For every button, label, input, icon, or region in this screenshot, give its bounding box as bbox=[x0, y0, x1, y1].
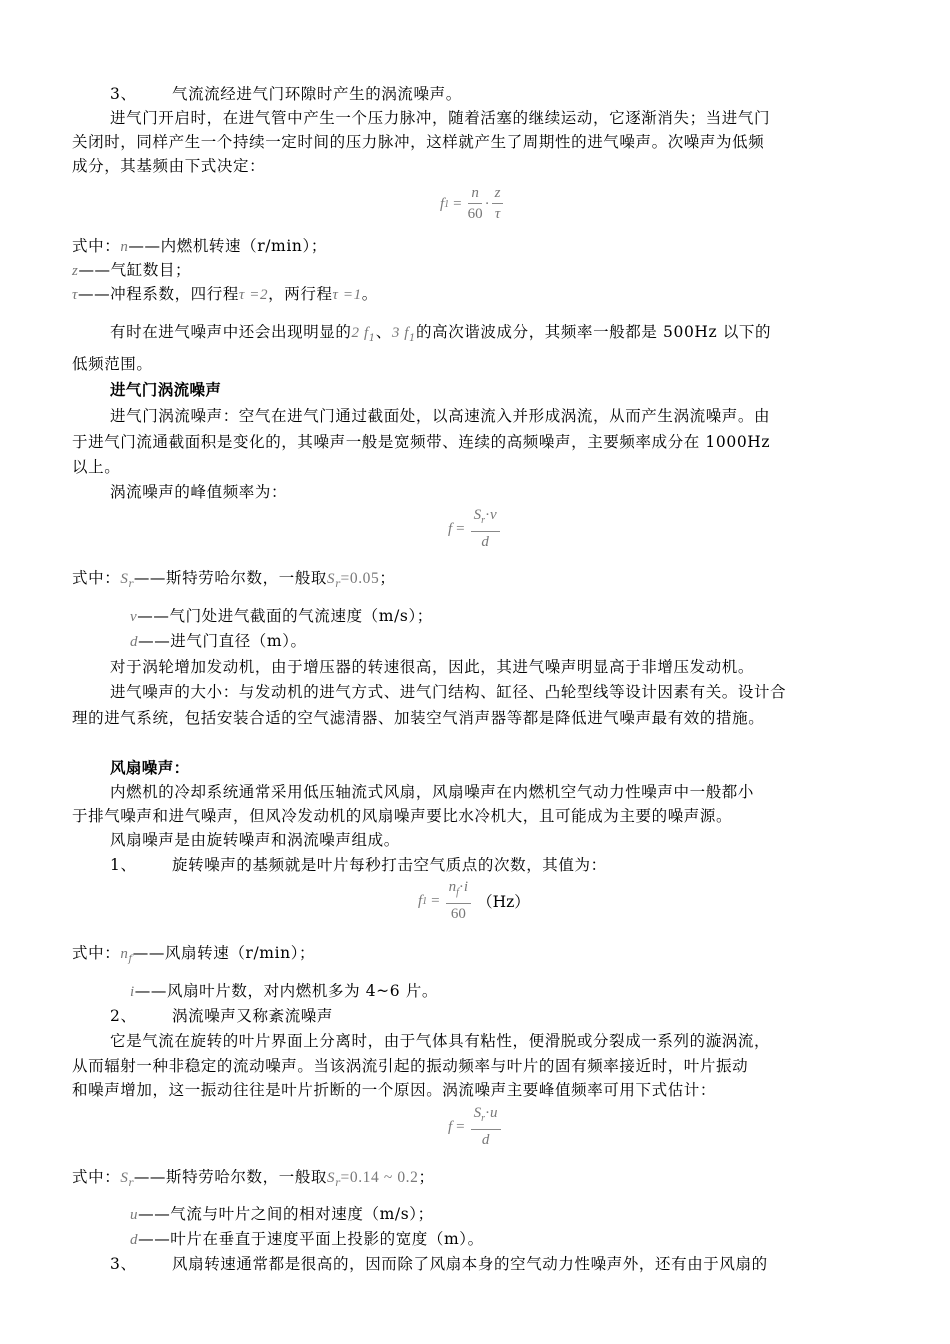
paragraph-line: 于进气门流通截面积是变化的，其噪声一般是宽频带、连续的高频噪声，主要频率成分在 1000Hz bbox=[72, 433, 771, 451]
where-line: 式中：$n_f——$风扇转速（r/min）； bbox=[72, 944, 316, 965]
where-line: d——进气门直径（m）。 bbox=[130, 632, 307, 650]
section-heading: 进气门涡流噪声 bbox=[110, 380, 222, 399]
paragraph-line: 涡流噪声的峰值频率为： bbox=[110, 483, 288, 501]
paragraph-line: 和噪声增加，这一振动往往是叶片折断的一个原因。涡流噪声主要峰值频率可用下式估计： bbox=[72, 1081, 717, 1099]
list-text: 涡流噪声又称紊流噪声 bbox=[172, 1007, 334, 1025]
paragraph-line: 于排气噪声和进气噪声，但风冷发动机的风扇噪声要比水冷机大，且可能成为主要的噪声源。 bbox=[72, 807, 733, 825]
paragraph-line: 进气噪声的大小：与发动机的进气方式、进气门结构、缸径、凸轮型线等设计因素有关。设计合 bbox=[110, 683, 787, 701]
where-line: i——风扇叶片数，对内燃机多为 4~6 片。 bbox=[130, 982, 438, 1000]
section-heading: 风扇噪声： bbox=[110, 758, 190, 777]
where-line: v——气门处进气截面的气流速度（m/s）； bbox=[130, 607, 433, 625]
list-text: 气流流经进气门环隙时产生的涡流噪声。 bbox=[172, 85, 462, 103]
list-item-2 bbox=[110, 1004, 878, 1028]
list-item-1 bbox=[110, 853, 878, 877]
paragraph-line: 风扇噪声是由旋转噪声和涡流噪声组成。 bbox=[110, 831, 400, 849]
list-number: 3、 bbox=[110, 85, 137, 103]
where-line: 式中：$S_r——$斯特劳哈尔数，一般取$S_r=0.05$； bbox=[72, 569, 396, 590]
paragraph-line: 关闭时，同样产生一个持续一定时间的压力脉冲，这样就产生了周期性的进气噪声。次噪声为低频 bbox=[72, 133, 765, 151]
fraction: $\frac{z}{\tau}$ bbox=[492, 184, 504, 224]
formula-rotation-frequency: f 1 = $\frac{n_f\cdot i}{60}$ （Hz） bbox=[418, 879, 530, 922]
paragraph-line: 进气门开启时，在进气管中产生一个压力脉冲，随着活塞的继续运动，它逐渐消失；当进气门 bbox=[110, 109, 771, 127]
formula-base-frequency: f 1 = $\frac{n}{60}$ · $\frac{z}{\tau}$ bbox=[440, 184, 505, 224]
formula-peak-frequency: f = $\frac{S_r\cdot v}{d}$ bbox=[448, 506, 502, 552]
list-item-3 bbox=[110, 82, 878, 106]
paragraph-line: 它是气流在旋转的叶片界面上分离时，由于气体具有粘性，便滑脱或分裂成一系列的漩涡流， bbox=[110, 1032, 771, 1050]
paragraph-line: 从而辐射一种非稳定的流动噪声。当该涡流引起的振动频率与叶片的固有频率接近时，叶片振动 bbox=[72, 1057, 749, 1075]
where-line: 式中：n——内燃机转速（r/min）； bbox=[72, 237, 327, 255]
paragraph-line: 有时在进气噪声中还会出现明显的2 $f_1$、3 $f_1$的高次谐波成分，其频率一般都是 500Hz 以下的 bbox=[110, 323, 772, 344]
list-number: 2、 bbox=[110, 1007, 137, 1025]
paragraph-line: 低频范围。 bbox=[72, 355, 153, 373]
paragraph-line: 以上。 bbox=[72, 458, 121, 476]
list-text: 旋转噪声的基频就是叶片每秒打击空气质点的次数，其值为： bbox=[172, 856, 607, 874]
formula-vortex-frequency: f = $\frac{S_r\cdot u}{d}$ bbox=[448, 1104, 503, 1150]
where-line: u——气流与叶片之间的相对速度（m/s）； bbox=[130, 1205, 434, 1223]
paragraph-line: 成分，其基频由下式决定： bbox=[72, 157, 266, 175]
list-number: 1、 bbox=[110, 856, 137, 874]
where-line: 式中：$S_r——$斯特劳哈尔数，一般取$S_r=0.14$ ~ 0.2； bbox=[72, 1168, 435, 1189]
where-line: z——气缸数目； bbox=[72, 261, 192, 279]
list-text: 风扇转速通常都是很高的，因而除了风扇本身的空气动力性噪声外，还有由于风扇的 bbox=[172, 1255, 768, 1273]
paragraph-line: 理的进气系统，包括安装合适的空气滤清器、加装空气消声器等都是降低进气噪声最有效的措施。 bbox=[72, 709, 765, 727]
where-line: τ——冲程系数，四行程τ =2，两行程τ =1。 bbox=[72, 285, 378, 303]
fraction: $\frac{n_f\cdot i}{60}$ bbox=[446, 878, 471, 924]
paragraph-line: 进气门涡流噪声：空气在进气门通过截面处，以高速流入并形成涡流，从而产生涡流噪声。由 bbox=[110, 407, 771, 425]
paragraph-line: 对于涡轮增加发动机，由于增压器的转速很高，因此，其进气噪声明显高于非增压发动机。 bbox=[110, 658, 755, 676]
list-number: 3、 bbox=[110, 1255, 137, 1273]
where-line: d——叶片在垂直于速度平面上投影的宽度（m）。 bbox=[130, 1230, 484, 1248]
fraction: $\frac{S_r\cdot u}{d}$ bbox=[471, 1104, 501, 1150]
fraction: $\frac{S_r\cdot v}{d}$ bbox=[471, 506, 500, 552]
fraction: $\frac{n}{60}$ bbox=[467, 185, 483, 222]
paragraph-line: 内燃机的冷却系统通常采用低压轴流式风扇，风扇噪声在内燃机空气动力性噪声中一般都小 bbox=[110, 783, 755, 801]
list-item-3-fan bbox=[110, 1252, 878, 1276]
